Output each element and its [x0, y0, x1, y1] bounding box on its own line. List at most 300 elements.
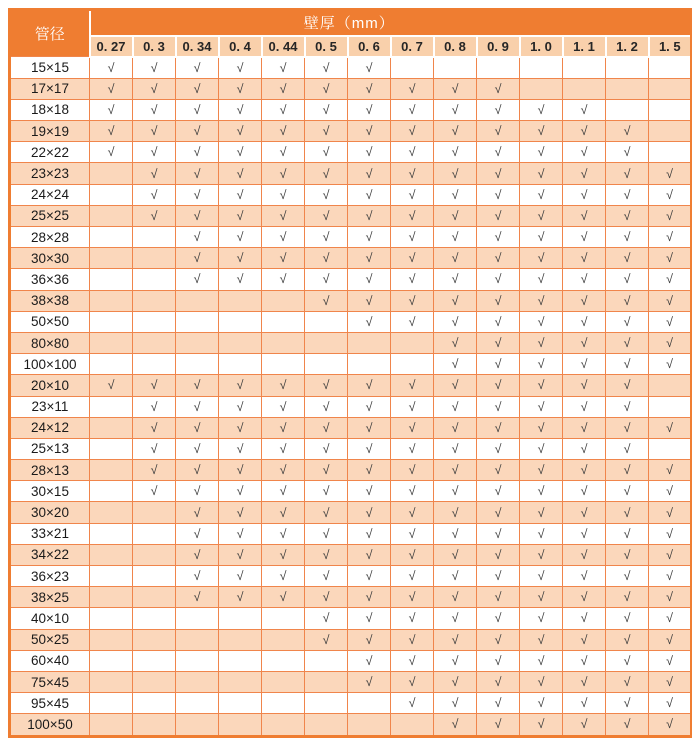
- check-cell: √: [606, 714, 649, 736]
- check-cell: √: [391, 78, 434, 99]
- check-cell: √: [305, 78, 348, 99]
- check-cell: √: [391, 693, 434, 714]
- pipe-size-cell: 100×50: [10, 714, 90, 736]
- check-cell: √: [219, 375, 262, 396]
- check-cell: √: [262, 587, 305, 608]
- check-cell: √: [262, 248, 305, 269]
- check-cell: √: [649, 290, 692, 311]
- check-cell: √: [434, 78, 477, 99]
- check-cell: √: [305, 184, 348, 205]
- check-cell: √: [649, 693, 692, 714]
- check-cell: √: [391, 481, 434, 502]
- check-cell: √: [477, 396, 520, 417]
- check-cell: √: [391, 566, 434, 587]
- check-cell: √: [348, 438, 391, 459]
- pipe-size-cell: 40×10: [10, 608, 90, 629]
- check-cell: √: [391, 227, 434, 248]
- check-cell: √: [477, 438, 520, 459]
- empty-cell: [305, 714, 348, 736]
- check-cell: √: [434, 438, 477, 459]
- check-cell: √: [262, 460, 305, 481]
- check-cell: √: [477, 269, 520, 290]
- check-cell: √: [649, 205, 692, 226]
- check-cell: √: [649, 163, 692, 184]
- check-cell: √: [563, 375, 606, 396]
- check-cell: √: [348, 608, 391, 629]
- check-cell: √: [520, 354, 563, 375]
- check-cell: √: [348, 671, 391, 692]
- check-cell: √: [305, 502, 348, 523]
- thickness-value-cell: 0. 44: [262, 36, 305, 57]
- thickness-value-cell: 0. 4: [219, 36, 262, 57]
- empty-cell: [219, 693, 262, 714]
- table-row: [10, 671, 692, 692]
- empty-cell: [219, 354, 262, 375]
- empty-cell: [90, 184, 133, 205]
- check-cell: √: [434, 587, 477, 608]
- empty-cell: [649, 438, 692, 459]
- check-cell: √: [262, 269, 305, 290]
- empty-cell: [649, 121, 692, 142]
- empty-cell: [649, 375, 692, 396]
- check-cell: √: [649, 460, 692, 481]
- check-cell: √: [563, 269, 606, 290]
- check-cell: √: [434, 502, 477, 523]
- check-cell: √: [176, 375, 219, 396]
- check-cell: √: [262, 205, 305, 226]
- check-cell: √: [434, 671, 477, 692]
- check-cell: √: [649, 332, 692, 353]
- empty-cell: [133, 354, 176, 375]
- check-cell: √: [348, 544, 391, 565]
- check-cell: √: [477, 714, 520, 736]
- check-cell: √: [434, 332, 477, 353]
- check-cell: √: [477, 671, 520, 692]
- check-cell: √: [649, 417, 692, 438]
- check-cell: √: [649, 544, 692, 565]
- check-cell: √: [606, 248, 649, 269]
- table-row: [10, 375, 692, 396]
- empty-cell: [90, 608, 133, 629]
- pipe-size-cell: 36×23: [10, 566, 90, 587]
- empty-cell: [262, 693, 305, 714]
- thickness-value-cell: 1. 5: [649, 36, 692, 57]
- check-cell: √: [391, 671, 434, 692]
- empty-cell: [477, 57, 520, 79]
- pipe-size-cell: 50×50: [10, 311, 90, 332]
- check-cell: √: [563, 693, 606, 714]
- check-cell: √: [606, 481, 649, 502]
- table-row: [10, 544, 692, 565]
- check-cell: √: [606, 290, 649, 311]
- check-cell: √: [305, 99, 348, 120]
- check-cell: √: [563, 248, 606, 269]
- check-cell: √: [348, 248, 391, 269]
- table-row: [10, 163, 692, 184]
- check-cell: √: [434, 142, 477, 163]
- check-cell: √: [262, 99, 305, 120]
- empty-cell: [133, 227, 176, 248]
- check-cell: √: [176, 99, 219, 120]
- check-cell: √: [477, 99, 520, 120]
- check-cell: √: [90, 142, 133, 163]
- table-row: [10, 205, 692, 226]
- check-cell: √: [477, 502, 520, 523]
- empty-cell: [262, 629, 305, 650]
- check-cell: √: [563, 566, 606, 587]
- check-cell: √: [606, 587, 649, 608]
- check-cell: √: [649, 523, 692, 544]
- table-row: [10, 142, 692, 163]
- table-row: [10, 396, 692, 417]
- check-cell: √: [434, 121, 477, 142]
- check-cell: √: [391, 544, 434, 565]
- check-cell: √: [649, 608, 692, 629]
- check-cell: √: [520, 142, 563, 163]
- empty-cell: [563, 78, 606, 99]
- check-cell: √: [649, 248, 692, 269]
- check-cell: √: [434, 714, 477, 736]
- empty-cell: [305, 671, 348, 692]
- empty-cell: [606, 78, 649, 99]
- pipe-size-cell: 38×25: [10, 587, 90, 608]
- check-cell: √: [219, 163, 262, 184]
- check-cell: √: [563, 99, 606, 120]
- check-cell: √: [477, 205, 520, 226]
- check-cell: √: [262, 78, 305, 99]
- check-cell: √: [477, 248, 520, 269]
- check-cell: √: [563, 290, 606, 311]
- check-cell: √: [391, 290, 434, 311]
- check-cell: √: [219, 57, 262, 79]
- check-cell: √: [606, 142, 649, 163]
- empty-cell: [133, 566, 176, 587]
- empty-cell: [90, 332, 133, 353]
- check-cell: √: [262, 544, 305, 565]
- check-cell: √: [649, 566, 692, 587]
- check-cell: √: [219, 78, 262, 99]
- empty-cell: [90, 460, 133, 481]
- check-cell: √: [563, 438, 606, 459]
- check-cell: √: [563, 502, 606, 523]
- check-cell: √: [520, 566, 563, 587]
- check-cell: √: [520, 227, 563, 248]
- check-cell: √: [262, 502, 305, 523]
- check-cell: √: [434, 184, 477, 205]
- check-cell: √: [305, 417, 348, 438]
- check-cell: √: [520, 481, 563, 502]
- check-cell: √: [520, 121, 563, 142]
- check-cell: √: [348, 523, 391, 544]
- empty-cell: [176, 290, 219, 311]
- check-cell: √: [434, 481, 477, 502]
- check-cell: √: [520, 460, 563, 481]
- check-cell: √: [90, 57, 133, 79]
- table-row: [10, 57, 692, 79]
- check-cell: √: [348, 629, 391, 650]
- check-cell: √: [176, 57, 219, 79]
- empty-cell: [90, 438, 133, 459]
- check-cell: √: [477, 142, 520, 163]
- check-cell: √: [348, 290, 391, 311]
- check-cell: √: [348, 481, 391, 502]
- empty-cell: [305, 693, 348, 714]
- check-cell: √: [348, 184, 391, 205]
- empty-cell: [649, 57, 692, 79]
- check-cell: √: [305, 163, 348, 184]
- check-cell: √: [391, 311, 434, 332]
- pipe-size-cell: 30×30: [10, 248, 90, 269]
- empty-cell: [133, 608, 176, 629]
- check-cell: √: [391, 121, 434, 142]
- pipe-size-cell: 17×17: [10, 78, 90, 99]
- pipe-size-cell: 22×22: [10, 142, 90, 163]
- empty-cell: [305, 354, 348, 375]
- check-cell: √: [391, 629, 434, 650]
- empty-cell: [90, 587, 133, 608]
- check-cell: √: [563, 650, 606, 671]
- check-cell: √: [219, 438, 262, 459]
- check-cell: √: [305, 608, 348, 629]
- empty-cell: [434, 57, 477, 79]
- check-cell: √: [434, 375, 477, 396]
- check-cell: √: [520, 99, 563, 120]
- empty-cell: [262, 332, 305, 353]
- pipe-size-cell: 30×15: [10, 481, 90, 502]
- check-cell: √: [434, 163, 477, 184]
- pipe-size-cell: 75×45: [10, 671, 90, 692]
- pipe-size-cell: 28×28: [10, 227, 90, 248]
- check-cell: √: [606, 375, 649, 396]
- check-cell: √: [606, 205, 649, 226]
- pipe-size-cell: 30×20: [10, 502, 90, 523]
- check-cell: √: [391, 142, 434, 163]
- check-cell: √: [262, 121, 305, 142]
- empty-cell: [176, 671, 219, 692]
- check-cell: √: [649, 227, 692, 248]
- pipe-size-cell: 60×40: [10, 650, 90, 671]
- check-cell: √: [520, 311, 563, 332]
- check-cell: √: [606, 332, 649, 353]
- check-cell: √: [606, 502, 649, 523]
- empty-cell: [219, 608, 262, 629]
- check-cell: √: [563, 587, 606, 608]
- empty-cell: [133, 714, 176, 736]
- check-cell: √: [305, 269, 348, 290]
- check-cell: √: [520, 438, 563, 459]
- table-row: [10, 438, 692, 459]
- thickness-value-cell: 0. 34: [176, 36, 219, 57]
- empty-cell: [305, 332, 348, 353]
- check-cell: √: [649, 671, 692, 692]
- check-cell: √: [563, 671, 606, 692]
- check-cell: √: [477, 332, 520, 353]
- thickness-value-cell: 1. 2: [606, 36, 649, 57]
- check-cell: √: [176, 566, 219, 587]
- empty-cell: [262, 354, 305, 375]
- empty-cell: [305, 311, 348, 332]
- check-cell: √: [348, 460, 391, 481]
- check-cell: √: [305, 142, 348, 163]
- empty-cell: [90, 311, 133, 332]
- empty-cell: [262, 714, 305, 736]
- check-cell: √: [305, 460, 348, 481]
- check-cell: √: [133, 481, 176, 502]
- check-cell: √: [606, 227, 649, 248]
- check-cell: √: [606, 671, 649, 692]
- empty-cell: [90, 163, 133, 184]
- pipe-size-cell: 34×22: [10, 544, 90, 565]
- thickness-value-cell: 0. 7: [391, 36, 434, 57]
- check-cell: √: [477, 290, 520, 311]
- check-cell: √: [133, 99, 176, 120]
- empty-cell: [90, 544, 133, 565]
- check-cell: √: [563, 227, 606, 248]
- pipe-size-cell: 20×10: [10, 375, 90, 396]
- check-cell: √: [477, 227, 520, 248]
- check-cell: √: [606, 544, 649, 565]
- empty-cell: [176, 714, 219, 736]
- thickness-value-cell: 0. 9: [477, 36, 520, 57]
- pipe-size-cell: 18×18: [10, 99, 90, 120]
- empty-cell: [391, 354, 434, 375]
- empty-cell: [176, 693, 219, 714]
- empty-cell: [219, 671, 262, 692]
- empty-cell: [90, 523, 133, 544]
- check-cell: √: [606, 629, 649, 650]
- check-cell: √: [520, 184, 563, 205]
- check-cell: √: [563, 332, 606, 353]
- check-cell: √: [563, 354, 606, 375]
- check-cell: √: [219, 396, 262, 417]
- pipe-size-cell: 28×13: [10, 460, 90, 481]
- empty-cell: [90, 205, 133, 226]
- check-cell: √: [391, 608, 434, 629]
- check-cell: √: [434, 99, 477, 120]
- empty-cell: [391, 714, 434, 736]
- empty-cell: [176, 354, 219, 375]
- check-cell: √: [434, 311, 477, 332]
- check-cell: √: [520, 523, 563, 544]
- check-cell: √: [305, 544, 348, 565]
- check-cell: √: [219, 248, 262, 269]
- check-cell: √: [477, 650, 520, 671]
- check-cell: √: [606, 311, 649, 332]
- empty-cell: [133, 629, 176, 650]
- check-cell: √: [563, 629, 606, 650]
- check-cell: √: [520, 502, 563, 523]
- table-row: [10, 502, 692, 523]
- check-cell: √: [649, 481, 692, 502]
- check-cell: √: [391, 417, 434, 438]
- check-cell: √: [563, 417, 606, 438]
- check-cell: √: [133, 417, 176, 438]
- empty-cell: [133, 693, 176, 714]
- empty-cell: [262, 650, 305, 671]
- empty-cell: [90, 290, 133, 311]
- check-cell: √: [305, 481, 348, 502]
- check-cell: √: [176, 460, 219, 481]
- check-cell: √: [219, 205, 262, 226]
- check-cell: √: [133, 460, 176, 481]
- check-cell: √: [176, 481, 219, 502]
- check-cell: √: [133, 184, 176, 205]
- check-cell: √: [176, 438, 219, 459]
- table-row: [10, 714, 692, 736]
- empty-cell: [262, 311, 305, 332]
- check-cell: √: [219, 184, 262, 205]
- check-cell: √: [262, 481, 305, 502]
- pipe-size-cell: 23×23: [10, 163, 90, 184]
- empty-cell: [520, 78, 563, 99]
- table-row: [10, 629, 692, 650]
- check-cell: √: [434, 460, 477, 481]
- check-cell: √: [176, 227, 219, 248]
- check-cell: √: [649, 184, 692, 205]
- check-cell: √: [434, 629, 477, 650]
- check-cell: √: [262, 523, 305, 544]
- check-cell: √: [606, 608, 649, 629]
- check-cell: √: [563, 460, 606, 481]
- empty-cell: [133, 332, 176, 353]
- empty-cell: [348, 714, 391, 736]
- check-cell: √: [348, 99, 391, 120]
- table-header: [10, 10, 692, 57]
- check-cell: √: [434, 248, 477, 269]
- check-cell: √: [90, 375, 133, 396]
- check-cell: √: [305, 375, 348, 396]
- check-cell: √: [348, 650, 391, 671]
- thickness-value-cell: 0. 5: [305, 36, 348, 57]
- check-cell: √: [219, 523, 262, 544]
- empty-cell: [176, 311, 219, 332]
- check-cell: √: [305, 121, 348, 142]
- check-cell: √: [262, 184, 305, 205]
- check-cell: √: [176, 502, 219, 523]
- check-cell: √: [305, 396, 348, 417]
- group-header-row: [10, 10, 692, 36]
- empty-cell: [90, 671, 133, 692]
- check-cell: √: [434, 523, 477, 544]
- empty-cell: [348, 693, 391, 714]
- check-cell: √: [133, 57, 176, 79]
- check-cell: √: [176, 269, 219, 290]
- check-cell: √: [133, 375, 176, 396]
- empty-cell: [133, 290, 176, 311]
- check-cell: √: [348, 205, 391, 226]
- table-row: [10, 184, 692, 205]
- check-cell: √: [649, 650, 692, 671]
- empty-cell: [649, 142, 692, 163]
- check-cell: √: [348, 375, 391, 396]
- check-cell: √: [563, 163, 606, 184]
- check-cell: √: [563, 544, 606, 565]
- check-cell: √: [649, 587, 692, 608]
- check-cell: √: [606, 184, 649, 205]
- empty-cell: [133, 502, 176, 523]
- check-cell: √: [477, 608, 520, 629]
- check-cell: √: [262, 142, 305, 163]
- check-cell: √: [434, 290, 477, 311]
- check-cell: √: [391, 269, 434, 290]
- pipe-thickness-table: [8, 8, 692, 738]
- check-cell: √: [606, 396, 649, 417]
- check-cell: √: [434, 354, 477, 375]
- check-cell: √: [391, 460, 434, 481]
- empty-cell: [606, 99, 649, 120]
- pipe-size-cell: 100×100: [10, 354, 90, 375]
- check-cell: √: [176, 121, 219, 142]
